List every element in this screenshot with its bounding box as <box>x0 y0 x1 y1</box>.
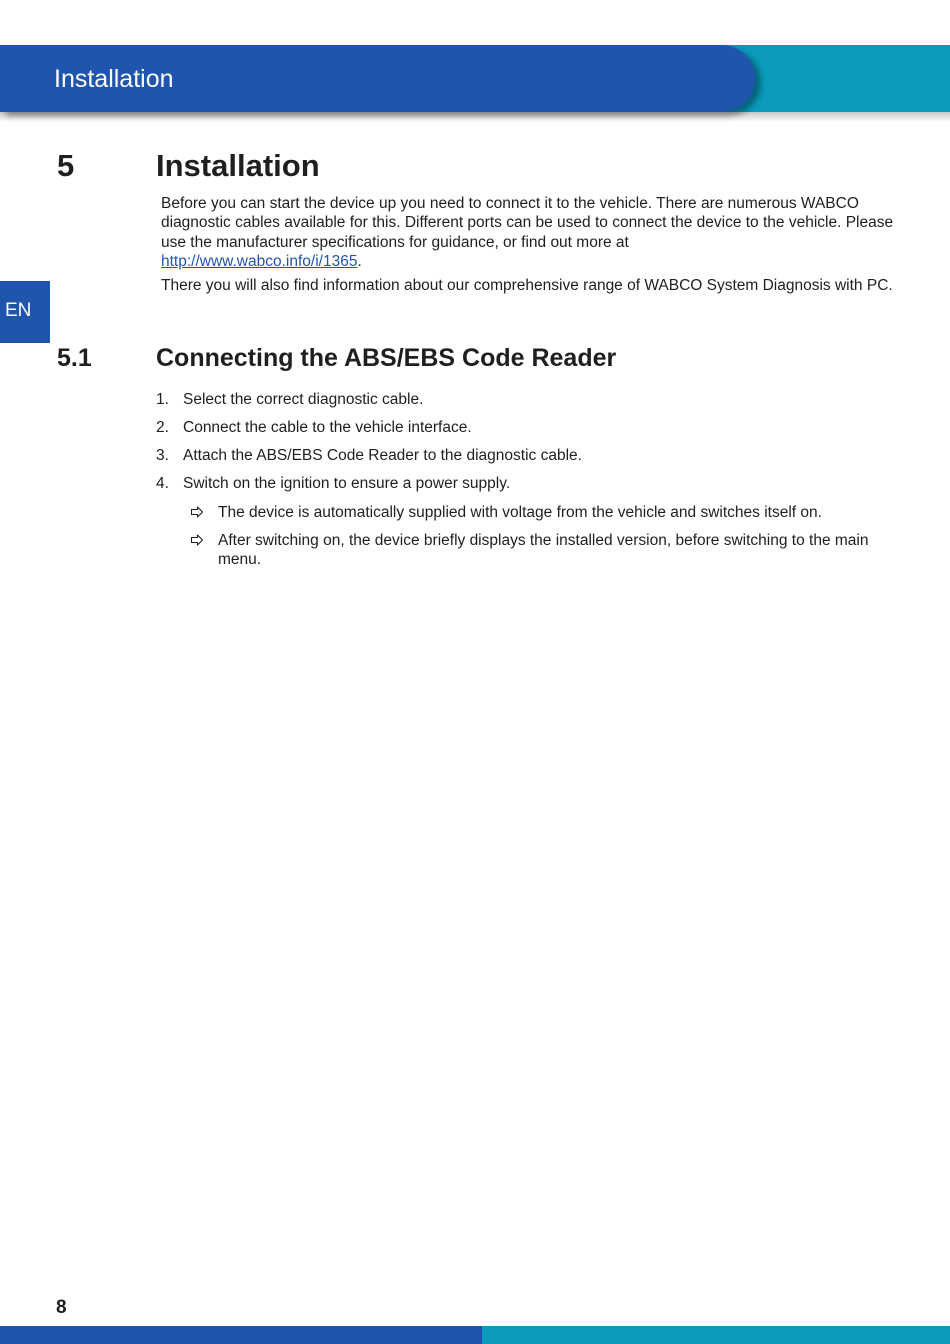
footer-band-teal <box>482 1326 950 1344</box>
subsection-title: Connecting the ABS/EBS Code Reader <box>156 344 617 372</box>
result-arrow-icon <box>190 505 204 519</box>
step-number: 2. <box>156 419 169 436</box>
header-shadow <box>0 112 950 122</box>
intro-paragraph-text: Before you can start the device up you need to connect it to the vehicle. There are numerous WABCO diagnostic cables available for this. Different ports can be used to connect the device to the vehicle. Please use the manufacturer specifications for guidance, or find out more at <box>161 195 894 251</box>
section-number: 5 <box>57 148 75 183</box>
wabco-link[interactable]: http://www.wabco.info/i/1365 <box>161 252 358 270</box>
page-number: 8 <box>56 1297 67 1318</box>
step-text: Switch on the ignition to ensure a power supply. <box>183 475 511 492</box>
result-text: After switching on, the device briefly displays the installed version, before switching to the main menu. <box>218 532 869 569</box>
footer-band-blue <box>0 1326 482 1344</box>
language-tab-label: EN <box>5 300 32 321</box>
result-text: The device is automatically supplied with voltage from the vehicle and switches itself on. <box>218 504 822 521</box>
step-text: Connect the cable to the vehicle interface. <box>183 419 472 436</box>
info-paragraph: There you will also find information about our comprehensive range of WABCO System Diagnosis with PC. <box>161 277 893 294</box>
intro-paragraph <box>161 194 901 271</box>
header-title: Installation <box>54 65 174 93</box>
step-number: 1. <box>156 391 169 408</box>
step-text: Attach the ABS/EBS Code Reader to the diagnostic cable. <box>183 447 582 464</box>
intro-paragraph-end: . <box>357 252 362 270</box>
result-arrow-icon <box>190 533 204 547</box>
step-number: 4. <box>156 475 169 492</box>
section-title: Installation <box>156 148 320 183</box>
step-text: Select the correct diagnostic cable. <box>183 391 424 408</box>
step-number: 3. <box>156 447 169 464</box>
subsection-number: 5.1 <box>57 344 92 372</box>
